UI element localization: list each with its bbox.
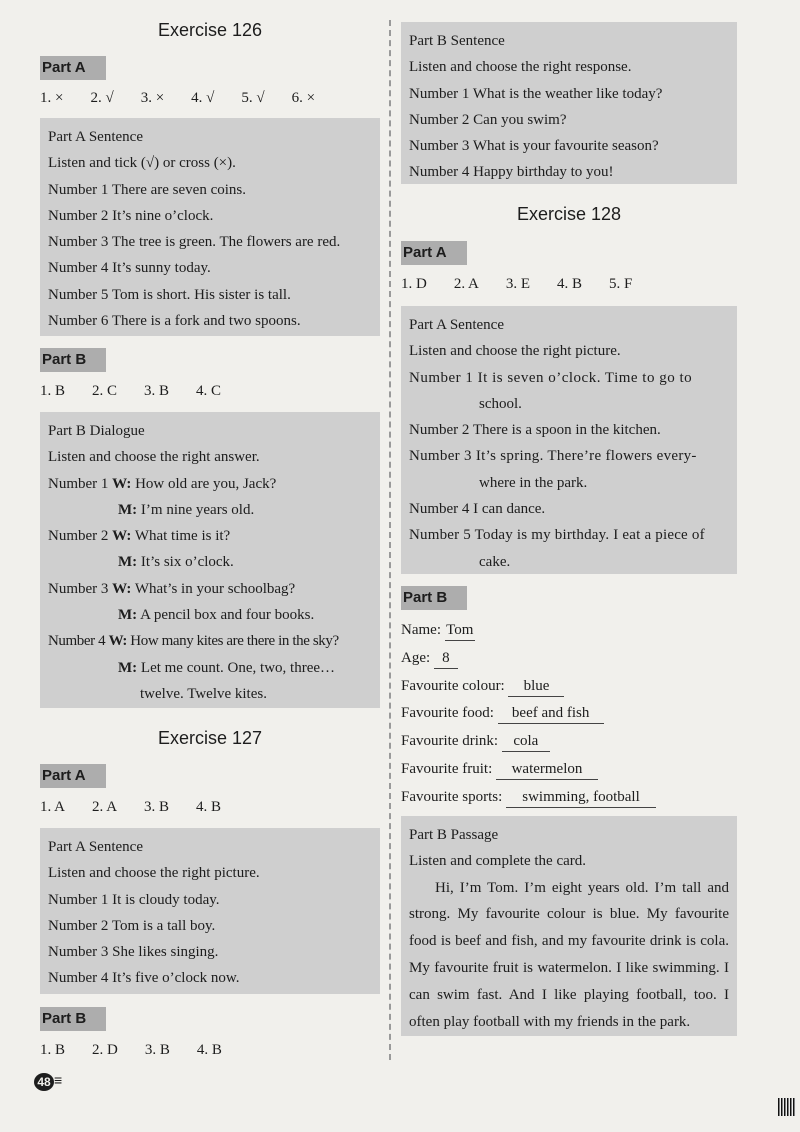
page-number: 48 ≡: [30, 1070, 64, 1094]
answer: 4. C: [196, 383, 222, 399]
answer: 5. F: [609, 276, 633, 292]
card-row-fruit: Favourite fruit: watermelon: [401, 756, 737, 784]
ex127-part-a-answers: [40, 799, 248, 816]
transcript-line-cont: cake.: [479, 553, 511, 570]
answer: 2. A: [92, 799, 118, 815]
dialogue-m-line: M: I’m nine years old.: [118, 501, 255, 518]
transcript-line: Number 3 What is your favourite season?: [409, 138, 659, 155]
dialogue-w-line: Number 1 W: How old are you, Jack?: [48, 475, 277, 492]
transcript-line: Number 4 Happy birthday to you!: [409, 164, 614, 181]
ex126-part-b-dialogue: [40, 412, 380, 708]
answer: 3. B: [144, 1042, 170, 1058]
answer: 4. B: [557, 276, 583, 292]
transcript-heading: Part A Sentence: [409, 317, 504, 333]
answer: 2. √: [90, 90, 114, 106]
answer: 1. B: [40, 383, 66, 399]
answer: 3. B: [144, 383, 170, 399]
transcript-line: Number 4 It’s five o’clock now.: [48, 970, 240, 987]
exercise-127-title: Exercise 127: [157, 728, 263, 748]
answer: 1. B: [40, 1042, 66, 1058]
transcript-instruction: Listen and choose the right picture.: [409, 343, 621, 360]
transcript-heading: Part B Sentence: [409, 33, 505, 49]
transcript-line: Number 2 It’s nine o’clock.: [48, 207, 214, 224]
speaker-icon: 48: [34, 1073, 54, 1091]
dialogue-m-line: M: Let me count. One, two, three…: [118, 659, 336, 676]
dialogue-instruction: Listen and choose the right answer.: [48, 449, 260, 466]
ex128-part-b-passage: [401, 816, 737, 1036]
transcript-line: Number 5 Tom is short. His sister is tall.: [48, 286, 291, 303]
answer: 2. A: [453, 276, 479, 292]
transcript-line: Number 4 I can dance.: [409, 501, 546, 518]
transcript-line-cont: school.: [479, 395, 522, 412]
transcript-line: Number 3 It’s spring. There’re flowers every-: [409, 448, 697, 465]
answer: 1. D: [401, 276, 427, 292]
ex126-part-a-tag: Part A: [40, 56, 106, 80]
transcript-line: Number 2 Tom is a tall boy.: [48, 917, 216, 934]
transcript-heading: Part A Sentence: [48, 129, 143, 145]
transcript-line: Number 5 Today is my birthday. I eat a piece of: [409, 527, 705, 544]
ex128-part-a-transcript: [401, 306, 737, 574]
ex127-part-b-answers: [40, 1042, 249, 1059]
answer: 2. D: [92, 1042, 118, 1058]
dialogue-w-line: Number 2 W: What time is it?: [48, 528, 231, 545]
transcript-line: Number 1 It is seven o’clock. Time to go to: [409, 369, 693, 386]
transcript-line: Number 3 She likes singing.: [48, 944, 219, 961]
ex127-part-a-transcript: [40, 828, 380, 994]
dialogue-m-line: M: It’s six o’clock.: [118, 554, 234, 571]
answer: 4. B: [196, 1042, 222, 1058]
answer: 3. E: [505, 276, 531, 292]
dialogue-w-line: Number 4 W: How many kites are there in the sky?: [48, 633, 339, 650]
answer: 2. C: [92, 383, 118, 399]
transcript-instruction: Listen and tick (√) or cross (×).: [48, 155, 236, 172]
ex127-part-b-tag: Part B: [40, 1007, 106, 1031]
transcript-line: Number 6 There is a fork and two spoons.: [48, 313, 301, 330]
dialogue-w-line: Number 3 W: What’s in your schoolbag?: [48, 580, 296, 597]
dialogue-heading: Part B Dialogue: [48, 423, 145, 439]
passage-instruction: Listen and complete the card.: [409, 853, 587, 870]
ex126-part-a-answers: [40, 90, 342, 107]
transcript-heading: Part A Sentence: [48, 839, 143, 855]
card-row-sports: Favourite sports: swimming, football: [401, 784, 737, 812]
passage-text: Hi, I’m Tom. I’m eight years old. I’m tall and strong. My favourite colour is blue. My favourite food is beef and fish, and my favourite drink is cola. My favourite fruit is watermelon. I like swimming. I can swim fast. And I like playing football, too. I often play football with my friends in the park.: [409, 879, 729, 1030]
ex128-part-a-tag: Part A: [401, 241, 467, 265]
info-card: [401, 617, 737, 812]
transcript-line-cont: where in the park.: [479, 474, 588, 491]
dialogue-m-line: M: A pencil box and four books.: [118, 607, 315, 624]
ex126-part-b-answers: [40, 383, 248, 400]
transcript-line: Number 4 It’s sunny today.: [48, 260, 211, 277]
transcript-line: Number 1 It is cloudy today.: [48, 891, 220, 908]
answer: 5. √: [241, 90, 265, 106]
dialogue-m-line-cont: twelve. Twelve kites.: [140, 685, 267, 702]
ex126-part-b-tag: Part B: [40, 348, 106, 372]
ex127-part-a-tag: Part A: [40, 764, 106, 788]
transcript-instruction: Listen and choose the right response.: [409, 59, 632, 76]
qr-code-icon: [778, 1098, 796, 1116]
answer: 4. √: [191, 90, 215, 106]
exercise-128-title: Exercise 128: [516, 204, 622, 224]
ex126-part-a-transcript: [40, 118, 380, 336]
transcript-line: Number 2 There is a spoon in the kitchen.: [409, 422, 661, 439]
card-row-age: Age: 8: [401, 645, 737, 673]
answer: 4. B: [196, 799, 222, 815]
ex128-part-a-answers: [401, 276, 659, 293]
ex128-part-b-tag: Part B: [401, 586, 467, 610]
answer: 6. ×: [291, 90, 316, 106]
answer: 1. ×: [40, 90, 64, 106]
ex127-part-b-transcript: [401, 22, 737, 184]
exercise-126-title: Exercise 126: [157, 20, 263, 40]
passage-heading: Part B Passage: [409, 827, 499, 843]
answer: 3. ×: [140, 90, 165, 106]
card-row-drink: Favourite drink: cola: [401, 728, 737, 756]
transcript-line: Number 2 Can you swim?: [409, 111, 567, 128]
card-row-colour: Favourite colour: blue: [401, 673, 737, 701]
transcript-line: Number 1 There are seven coins.: [48, 181, 246, 198]
transcript-line: Number 1 What is the weather like today?: [409, 85, 663, 102]
transcript-line: Number 3 The tree is green. The flowers are red.: [48, 234, 341, 251]
card-row-food: Favourite food: beef and fish: [401, 700, 737, 728]
column-divider: [389, 20, 391, 1060]
transcript-instruction: Listen and choose the right picture.: [48, 865, 260, 882]
answer: 1. A: [40, 799, 66, 815]
card-row-name: Name: Tom: [401, 617, 737, 645]
answer: 3. B: [144, 799, 170, 815]
